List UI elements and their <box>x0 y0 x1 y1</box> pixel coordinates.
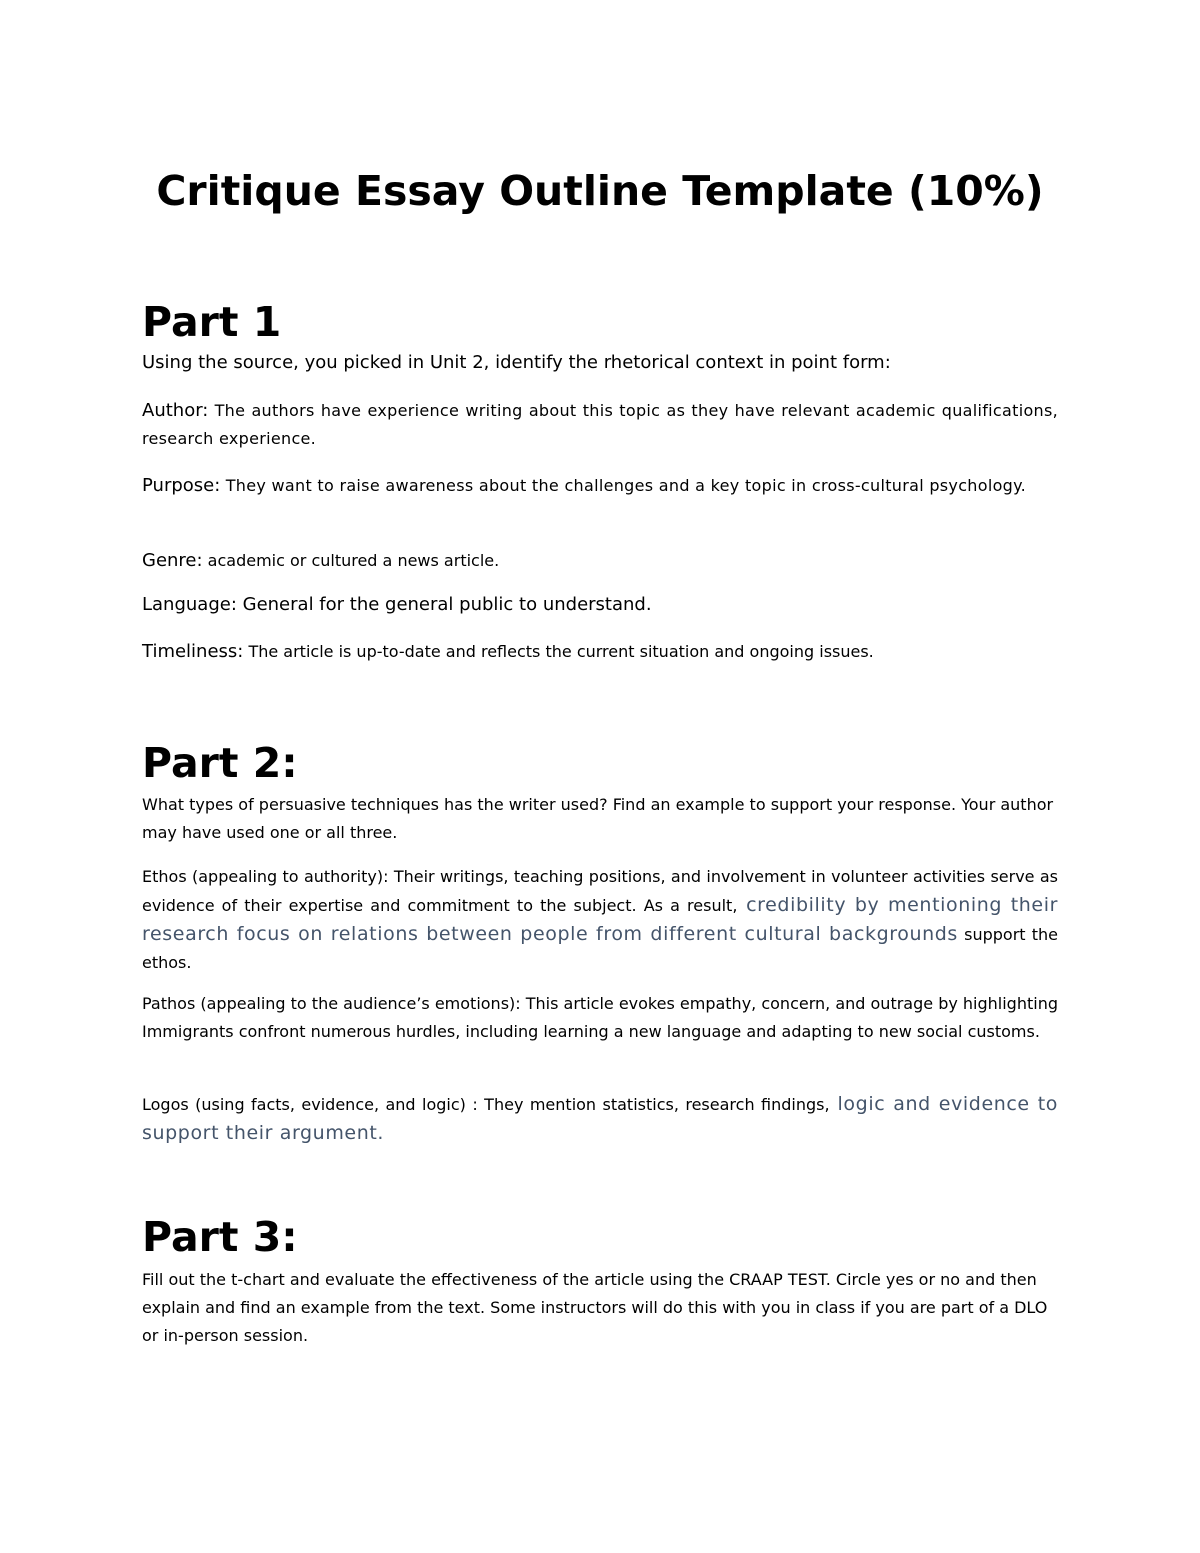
part2-logos <box>142 1090 1058 1148</box>
ethos-text: Ethos (appealing to authority): Their writings, teaching positions, and involvement in volunteer activities serve as evidence of their expertise and commitment to the subject. As a result, <box>142 867 1058 915</box>
part1-author <box>142 397 1058 453</box>
part1-language <box>142 591 1058 619</box>
part2-ethos <box>142 863 1058 977</box>
part1-intro: Using the source, you picked in Unit 2, identify the rhetorical context in point form: <box>142 352 891 373</box>
ethos-accent: credibility by mentioning their research focus on relations between people from different cultural backgrounds <box>142 894 1058 945</box>
timeliness-label: Timeliness: <box>142 641 244 662</box>
timeliness-text: The article is up-to-date and reflects the current situation and ongoing issues. <box>243 642 874 661</box>
author-label: Author: <box>142 400 209 421</box>
purpose-label: Purpose: <box>142 475 221 496</box>
part1-timeliness <box>142 638 1058 666</box>
part1-genre <box>142 547 1058 575</box>
part3-heading: Part 3: <box>142 1213 298 1261</box>
part2-pathos: Pathos (appealing to the audience’s emotions): This article evokes empathy, concern, and outrage by highlighting Immigrants confront numerous hurdles, including learning a new language and adapting to new social customs. <box>142 994 1058 1041</box>
purpose-text: They want to raise awareness about the challenges and a key topic in cross-cultural psychology. <box>220 476 1026 495</box>
author-text: The authors have experience writing about this topic as they have relevant academic qualifications, research experience. <box>142 401 1058 448</box>
language-label: Language: <box>142 594 237 615</box>
genre-label: Genre: <box>142 550 203 571</box>
ethos-tail: support the ethos. <box>142 925 1058 972</box>
genre-text: academic or cultured a news article. <box>202 551 500 570</box>
part1-heading: Part 1 <box>142 298 282 346</box>
document-title: Critique Essay Outline Template (10%) <box>156 167 1044 215</box>
language-text: General for the general public to understand. <box>236 594 652 615</box>
part2-intro: What types of persuasive techniques has the writer used? Find an example to support your response. Your author may have used one or all three. <box>142 795 1054 842</box>
part2-heading: Part 2: <box>142 739 298 787</box>
logos-text: Logos (using facts, evidence, and logic) : They mention statistics, research findings, <box>142 1095 830 1114</box>
part3-intro: Fill out the t-chart and evaluate the effectiveness of the article using the CRAAP TEST. Circle yes or no and then explain and find an example from the text. Some instructors will do this with you in class if you are part of a DLO or in-person session. <box>142 1270 1048 1345</box>
part1-purpose <box>142 472 1058 500</box>
logos-accent: logic and evidence to support their argument. <box>142 1093 1058 1144</box>
